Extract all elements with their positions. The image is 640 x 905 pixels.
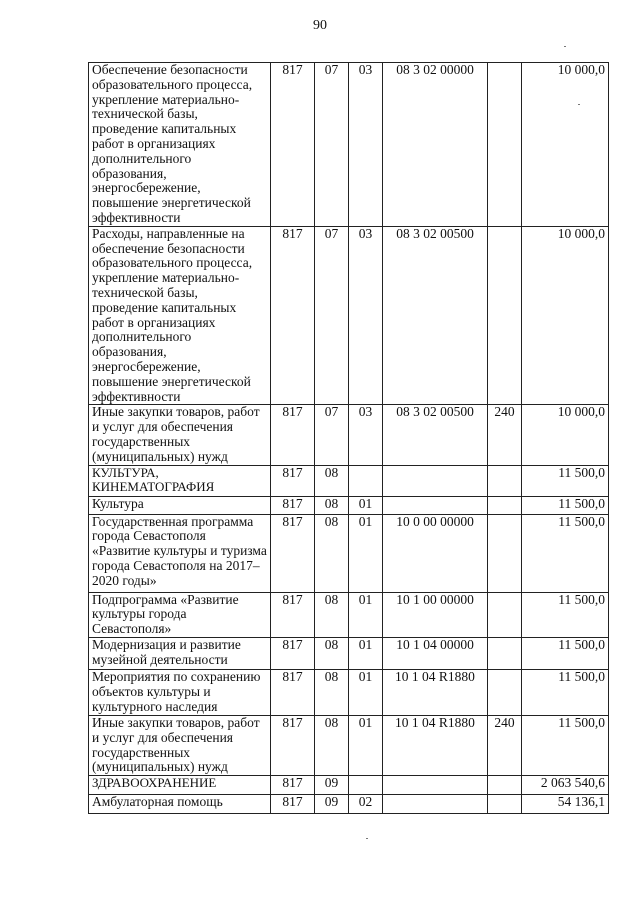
row-vr bbox=[488, 776, 522, 795]
row-csr bbox=[383, 465, 488, 496]
row-rz: 09 bbox=[315, 776, 349, 795]
row-name: Иные закупки товаров, работ и услуг для обеспечения государственных (муниципальных) нужд bbox=[89, 405, 271, 465]
row-vr: 240 bbox=[488, 405, 522, 465]
row-name: Расходы, направленные на обеспечение безопасности образовательного процесса, укрепление материально-технической базы, проведение капитальных работ в организациях дополнительного образования, энергосбережение, повышение энергетической эффективности bbox=[89, 226, 271, 405]
row-amount: 11 500,0 bbox=[522, 637, 609, 669]
row-rz: 07 bbox=[315, 63, 349, 227]
row-vr bbox=[488, 669, 522, 715]
row-amount: 10 000,0 bbox=[522, 63, 609, 227]
row-pr: 03 bbox=[349, 405, 383, 465]
scan-speck bbox=[366, 838, 368, 839]
row-grbs: 817 bbox=[271, 776, 315, 795]
row-vr bbox=[488, 592, 522, 637]
row-amount: 10 000,0 bbox=[522, 405, 609, 465]
row-amount: 10 000,0 bbox=[522, 226, 609, 405]
row-pr: 01 bbox=[349, 669, 383, 715]
row-vr bbox=[488, 637, 522, 669]
row-pr: 01 bbox=[349, 514, 383, 592]
row-rz: 08 bbox=[315, 715, 349, 775]
row-vr bbox=[488, 514, 522, 592]
row-grbs: 817 bbox=[271, 715, 315, 775]
row-rz: 08 bbox=[315, 637, 349, 669]
row-amount: 11 500,0 bbox=[522, 669, 609, 715]
table-row bbox=[89, 514, 609, 592]
row-amount: 54 136,1 bbox=[522, 795, 609, 814]
row-vr bbox=[488, 795, 522, 814]
row-rz: 08 bbox=[315, 465, 349, 496]
row-grbs: 817 bbox=[271, 514, 315, 592]
row-amount: 11 500,0 bbox=[522, 715, 609, 775]
row-pr: 01 bbox=[349, 715, 383, 775]
row-csr bbox=[383, 776, 488, 795]
row-csr bbox=[383, 496, 488, 514]
row-amount: 11 500,0 bbox=[522, 514, 609, 592]
row-rz: 08 bbox=[315, 669, 349, 715]
row-name: Обеспечение безопасности образовательного процесса, укрепление материально-технической базы, проведение капитальных работ в организациях дополнительного образования, энергосбережение, повышение энергетической эффективности bbox=[89, 63, 271, 227]
row-name: Иные закупки товаров, работ и услуг для обеспечения государственных (муниципальных) нужд bbox=[89, 715, 271, 775]
budget-table bbox=[88, 62, 609, 814]
row-name: Подпрограмма «Развитие культуры города Севастополя» bbox=[89, 592, 271, 637]
row-csr: 10 0 00 00000 bbox=[383, 514, 488, 592]
scan-speck bbox=[564, 46, 566, 47]
row-name: Культура bbox=[89, 496, 271, 514]
row-grbs: 817 bbox=[271, 405, 315, 465]
row-csr: 10 1 00 00000 bbox=[383, 592, 488, 637]
row-vr bbox=[488, 63, 522, 227]
row-pr: 01 bbox=[349, 496, 383, 514]
row-grbs: 817 bbox=[271, 226, 315, 405]
row-name: Государственная программа города Севастополя «Развитие культуры и туризма города Севастополя на 2017–2020 годы» bbox=[89, 514, 271, 592]
row-csr: 10 1 04 R1880 bbox=[383, 715, 488, 775]
table-row bbox=[89, 226, 609, 405]
row-pr: 03 bbox=[349, 63, 383, 227]
row-name: ЗДРАВООХРАНЕНИЕ bbox=[89, 776, 271, 795]
row-rz: 09 bbox=[315, 795, 349, 814]
table-row bbox=[89, 405, 609, 465]
row-pr bbox=[349, 776, 383, 795]
row-vr: 240 bbox=[488, 715, 522, 775]
row-pr: 03 bbox=[349, 226, 383, 405]
row-name: Модернизация и развитие музейной деятельности bbox=[89, 637, 271, 669]
row-pr: 01 bbox=[349, 637, 383, 669]
row-grbs: 817 bbox=[271, 496, 315, 514]
row-grbs: 817 bbox=[271, 637, 315, 669]
table-row bbox=[89, 776, 609, 795]
row-rz: 07 bbox=[315, 405, 349, 465]
row-amount: 11 500,0 bbox=[522, 496, 609, 514]
table-row bbox=[89, 63, 609, 227]
row-vr bbox=[488, 496, 522, 514]
row-rz: 08 bbox=[315, 592, 349, 637]
row-csr: 08 3 02 00000 bbox=[383, 63, 488, 227]
row-csr bbox=[383, 795, 488, 814]
row-grbs: 817 bbox=[271, 63, 315, 227]
row-pr: 01 bbox=[349, 592, 383, 637]
table-row bbox=[89, 669, 609, 715]
scan-speck bbox=[578, 104, 580, 105]
row-rz: 08 bbox=[315, 496, 349, 514]
row-csr: 10 1 04 00000 bbox=[383, 637, 488, 669]
row-name: КУЛЬТУРА, КИНЕМАТОГРАФИЯ bbox=[89, 465, 271, 496]
row-amount: 2 063 540,6 bbox=[522, 776, 609, 795]
row-vr bbox=[488, 226, 522, 405]
row-rz: 08 bbox=[315, 514, 349, 592]
row-rz: 07 bbox=[315, 226, 349, 405]
table-row bbox=[89, 592, 609, 637]
table-row bbox=[89, 637, 609, 669]
row-grbs: 817 bbox=[271, 795, 315, 814]
table-row bbox=[89, 496, 609, 514]
row-csr: 10 1 04 R1880 bbox=[383, 669, 488, 715]
row-grbs: 817 bbox=[271, 669, 315, 715]
row-name: Амбулаторная помощь bbox=[89, 795, 271, 814]
row-amount: 11 500,0 bbox=[522, 592, 609, 637]
row-pr: 02 bbox=[349, 795, 383, 814]
row-grbs: 817 bbox=[271, 465, 315, 496]
row-pr bbox=[349, 465, 383, 496]
row-csr: 08 3 02 00500 bbox=[383, 405, 488, 465]
table-row bbox=[89, 715, 609, 775]
page-number: 90 bbox=[313, 18, 327, 33]
row-csr: 08 3 02 00500 bbox=[383, 226, 488, 405]
row-grbs: 817 bbox=[271, 592, 315, 637]
row-name: Мероприятия по сохранению объектов культуры и культурного наследия bbox=[89, 669, 271, 715]
row-amount: 11 500,0 bbox=[522, 465, 609, 496]
row-vr bbox=[488, 465, 522, 496]
table-row bbox=[89, 465, 609, 496]
table-row bbox=[89, 795, 609, 814]
